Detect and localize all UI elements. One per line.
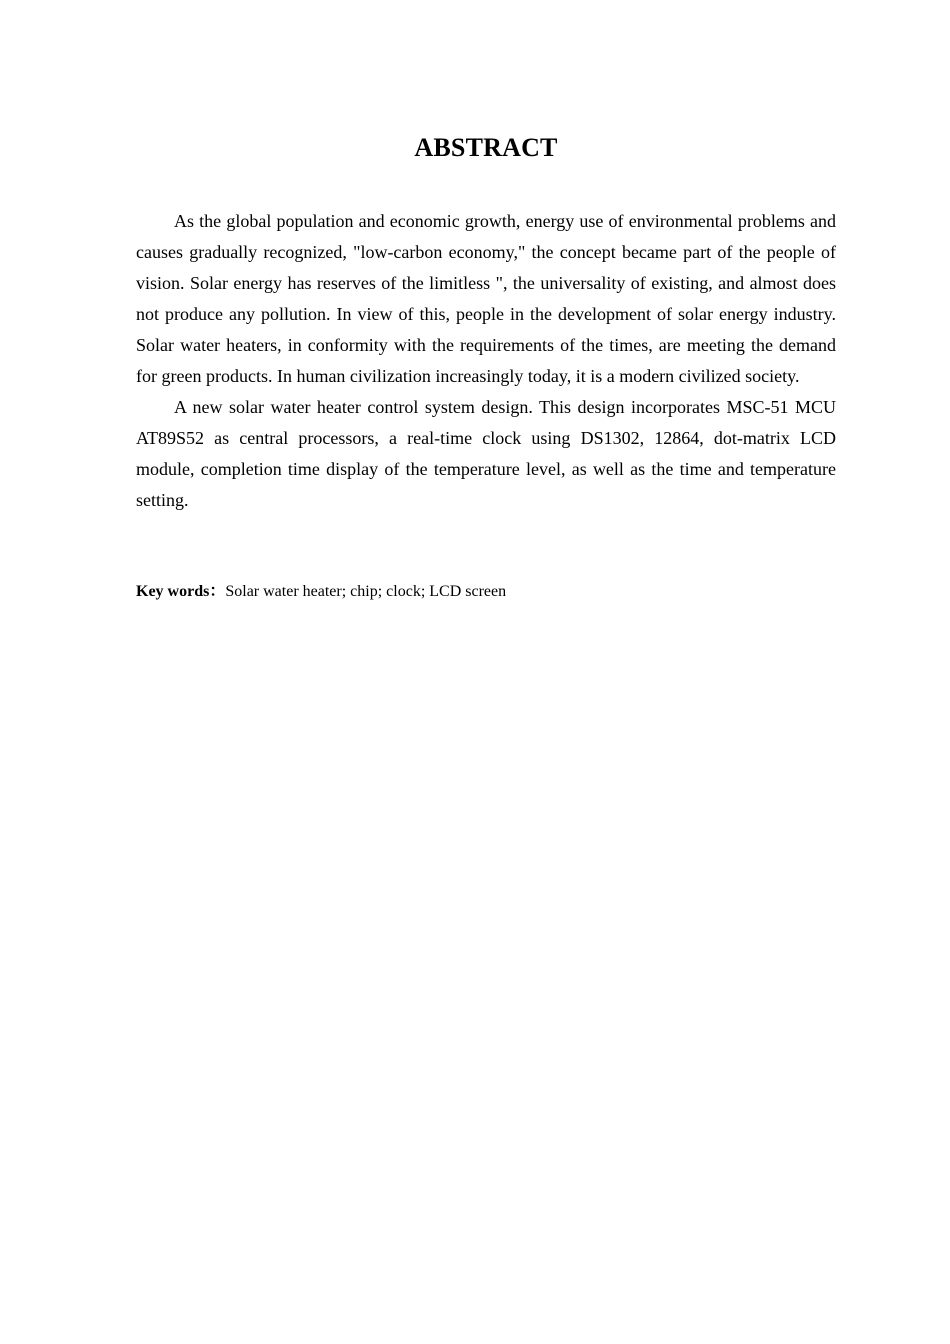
abstract-title: ABSTRACT [414,133,558,162]
keywords-value: Solar water heater; chip; clock; LCD screen [225,583,507,600]
keywords-line [136,581,836,603]
abstract-paragraph-1: As the global population and economic growth, energy use of environmental problems and causes gradually recognized, "low-carbon economy," the concept became part of the people of vision. Solar energy has reserves of the limitless ", the universality of existing, and almost does not produce any pollution. In view of this, people in the development of solar energy industry. Solar water heaters, in conformity with the requirements of the times, are meeting the demand for green products. In human civilization increasingly today, it is a modern civilized society. [136,211,836,386]
abstract-body [136,206,836,516]
keywords-label: Key words： [136,583,226,600]
abstract-paragraph-2: A new solar water heater control system design. This design incorporates MSC-51 MCU AT89S52 as central processors, a real-time clock using DS1302, 12864, dot-matrix LCD module, completion time display of the temperature level, as well as the time and temperature setting. [136,397,836,510]
